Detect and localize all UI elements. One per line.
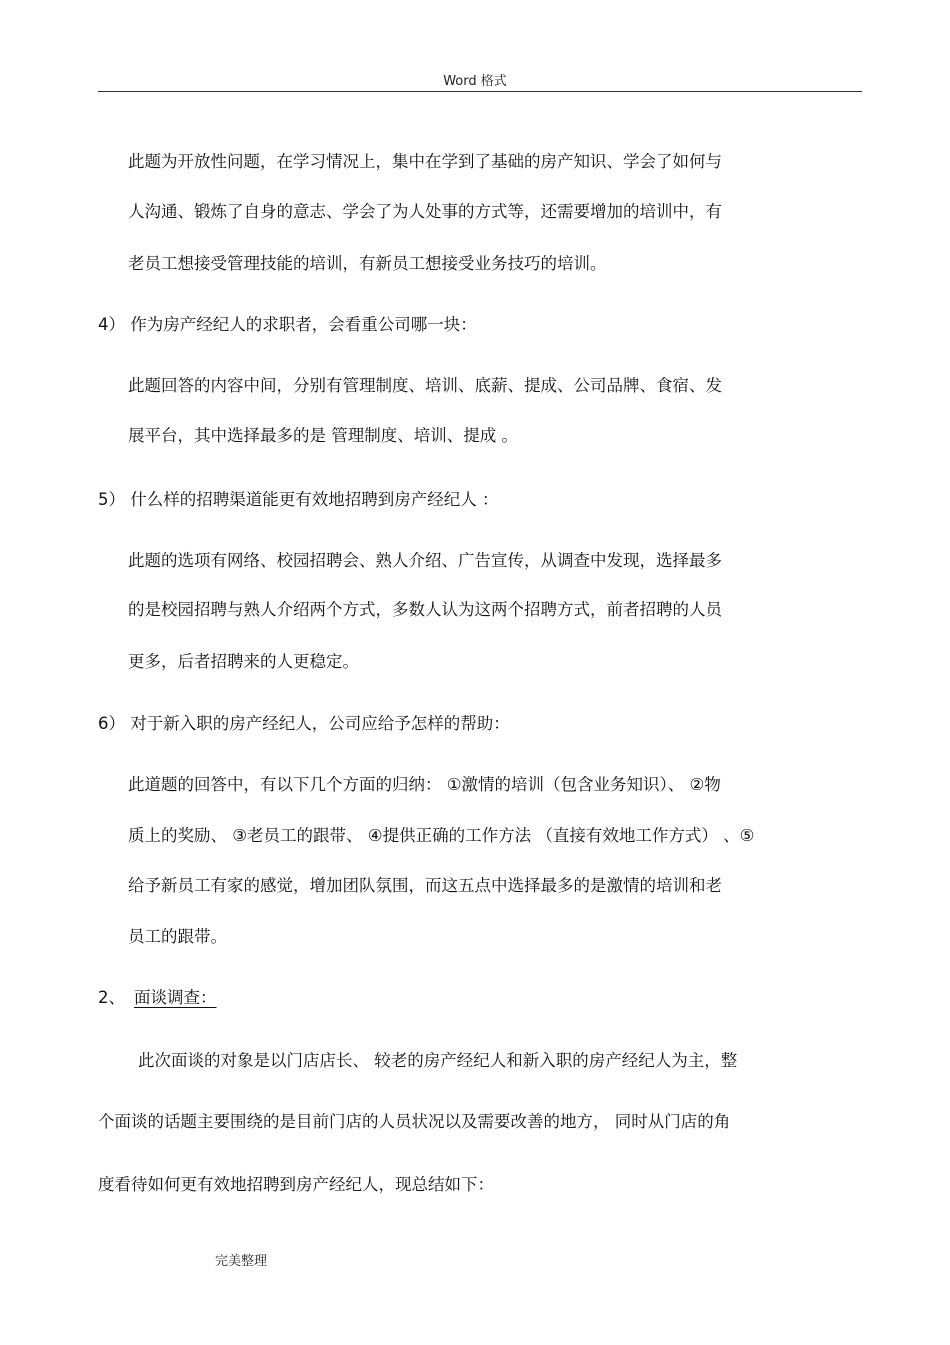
section-title: 面谈调查： xyxy=(134,988,217,1007)
question-heading: 6） 对于新入职的房产经纪人，公司应给予怎样的帮助： xyxy=(98,714,510,733)
page-footer-text: 完美整理 xyxy=(215,1254,268,1269)
paragraph-line: 此次面谈的对象是以门店店长、 较老的房产经纪人和新入职的房产经纪人为主，整 xyxy=(138,1051,738,1070)
paragraph-line: 员工的跟带。 xyxy=(128,927,227,946)
paragraph-line: 个面谈的话题主要围绕的是目前门店的人员状况以及需要改善的地方， 同时从门店的角 xyxy=(98,1112,731,1131)
paragraph-line: 给予新员工有家的感觉，增加团队氛围，而这五点中选择最多的是激情的培训和老 xyxy=(128,876,722,895)
paragraph-line: 更多，后者招聘来的人更稳定。 xyxy=(128,652,359,671)
paragraph-line: 展平台，其中选择最多的是 管理制度、培训、提成 。 xyxy=(128,426,518,445)
paragraph-line: 质上的奖励、 ③老员工的跟带、 ④提供正确的工作方法 （直接有效地工作方式） 、⑤ xyxy=(128,826,755,845)
paragraph-line: 的是校园招聘与熟人介绍两个方式，多数人认为这两个招聘方式，前者招聘的人员 xyxy=(128,600,722,619)
paragraph-line: 此道题的回答中，有以下几个方面的归纳： ①激情的培训（包含业务知识）、 ②物 xyxy=(128,775,721,794)
paragraph-line: 人沟通、锻炼了自身的意志、学会了为人处事的方式等，还需要增加的培训中，有 xyxy=(128,202,722,221)
paragraph-line: 此题为开放性问题，在学习情况上，集中在学到了基础的房产知识、学会了如何与 xyxy=(128,152,722,171)
paragraph-line: 度看待如何更有效地招聘到房产经纪人，现总结如下： xyxy=(98,1175,494,1194)
paragraph-line: 此题回答的内容中间，分别有管理制度、培训、底薪、提成、公司品牌、食宿、发 xyxy=(128,376,722,395)
section-number: 2、 xyxy=(98,988,125,1007)
question-heading: 5） 什么样的招聘渠道能更有效地招聘到房产经纪人 ： xyxy=(98,490,499,509)
question-heading: 4） 作为房产经纪人的求职者，会看重公司哪一块： xyxy=(98,315,477,334)
header-rule xyxy=(98,91,862,92)
paragraph-line: 老员工想接受管理技能的培训，有新员工想接受业务技巧的培训。 xyxy=(128,254,607,273)
paragraph-line: 此题的选项有网络、校园招聘会、熟人介绍、广告宣传，从调查中发现，选择最多 xyxy=(128,551,722,570)
page-header-title: Word 格式 xyxy=(443,74,507,89)
